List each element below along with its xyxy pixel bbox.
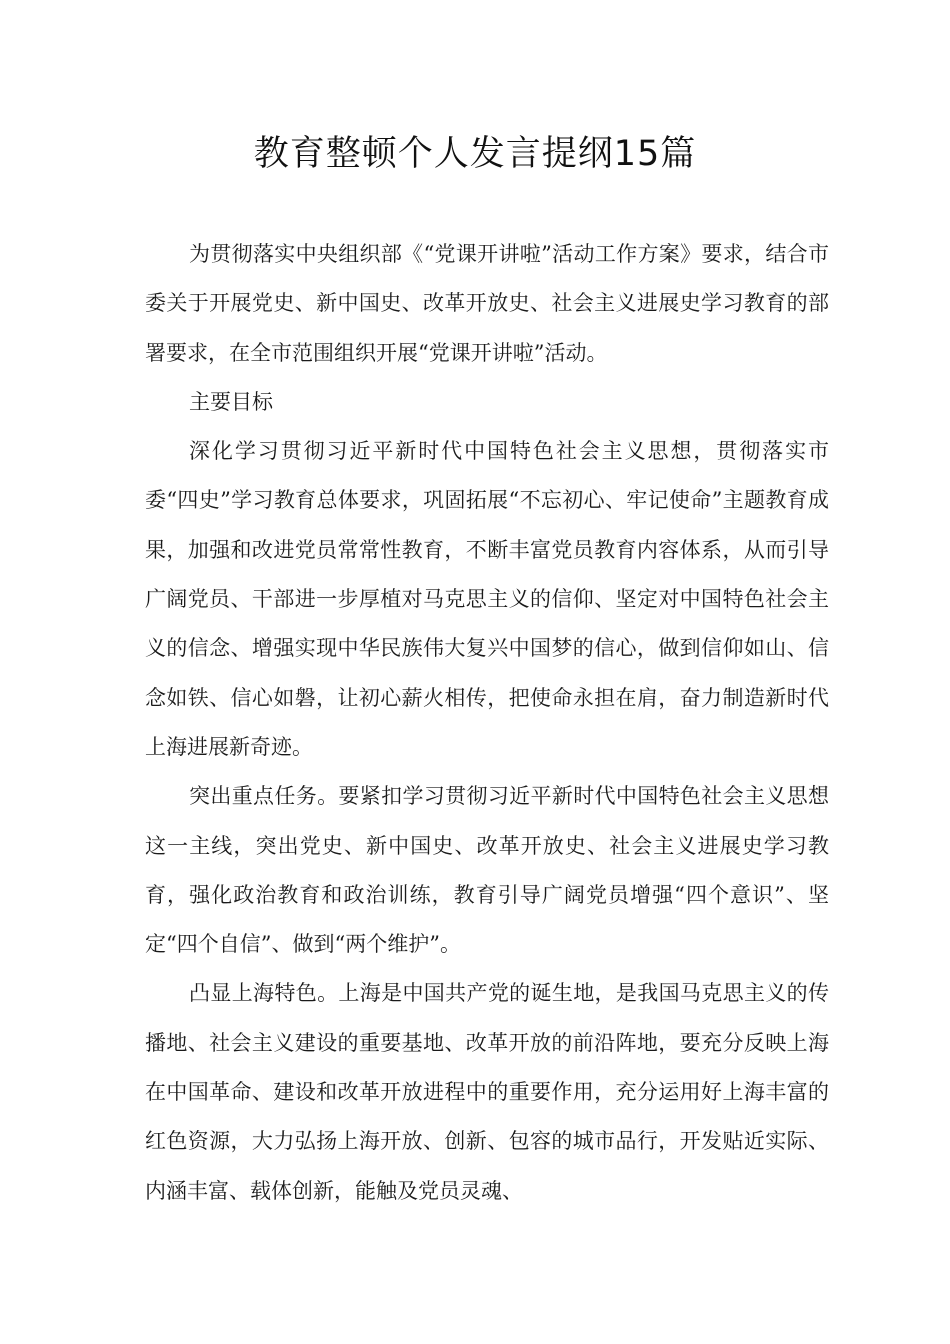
paragraph-intro: 为贯彻落实中央组织部《“党课开讲啦”活动工作方案》要求，结合市委关于开展党史、新中国史、改革开放史、社会主义进展史学习教育的部署要求，在全市范围组织开展“党课开讲啦”活动。 (145, 242, 829, 365)
paragraph-heading-main-goals: 主要目标 (189, 389, 273, 414)
paragraph-goals: 深化学习贯彻习近平新时代中国特色社会主义思想，贯彻落实市委“四史”学习教育总体要求，巩固拓展“不忘初心、牢记使命”主题教育成果，加强和改进党员常常性教育，不断丰富党员教育内容体系，从而引导广阔党员、干部进一步厚植对马克思主义的信仰、坚定对中国特色社会主义的信念、增强实现中华民族伟大复兴中国梦的信心，做到信仰如山、信念如铁、信心如磐，让初心薪火相传，把使命永担在肩，奋力制造新时代上海进展新奇迹。 (145, 439, 829, 759)
paragraph-key-tasks: 突出重点任务。要紧扣学习贯彻习近平新时代中国特色社会主义思想这一主线，突出党史、新中国史、改革开放史、社会主义进展史学习教育，强化政治教育和政治训练，教育引导广阔党员增强“四个意识”、坚定“四个自信”、做到“两个维护”。 (145, 784, 829, 957)
document-body (145, 230, 829, 1216)
paragraph-shanghai-features: 凸显上海特色。上海是中国共产党的诞生地，是我国马克思主义的传播地、社会主义建设的重要基地、改革开放的前沿阵地，要充分反映上海在中国革命、建设和改革开放进程中的重要作用，充分运用好上海丰富的红色资源，大力弘扬上海开放、创新、包容的城市品行，开发贴近实际、内涵丰富、载体创新，能触及党员灵魂、 (145, 981, 829, 1203)
document-title: 教育整顿个人发言提纲15篇 (253, 134, 697, 174)
